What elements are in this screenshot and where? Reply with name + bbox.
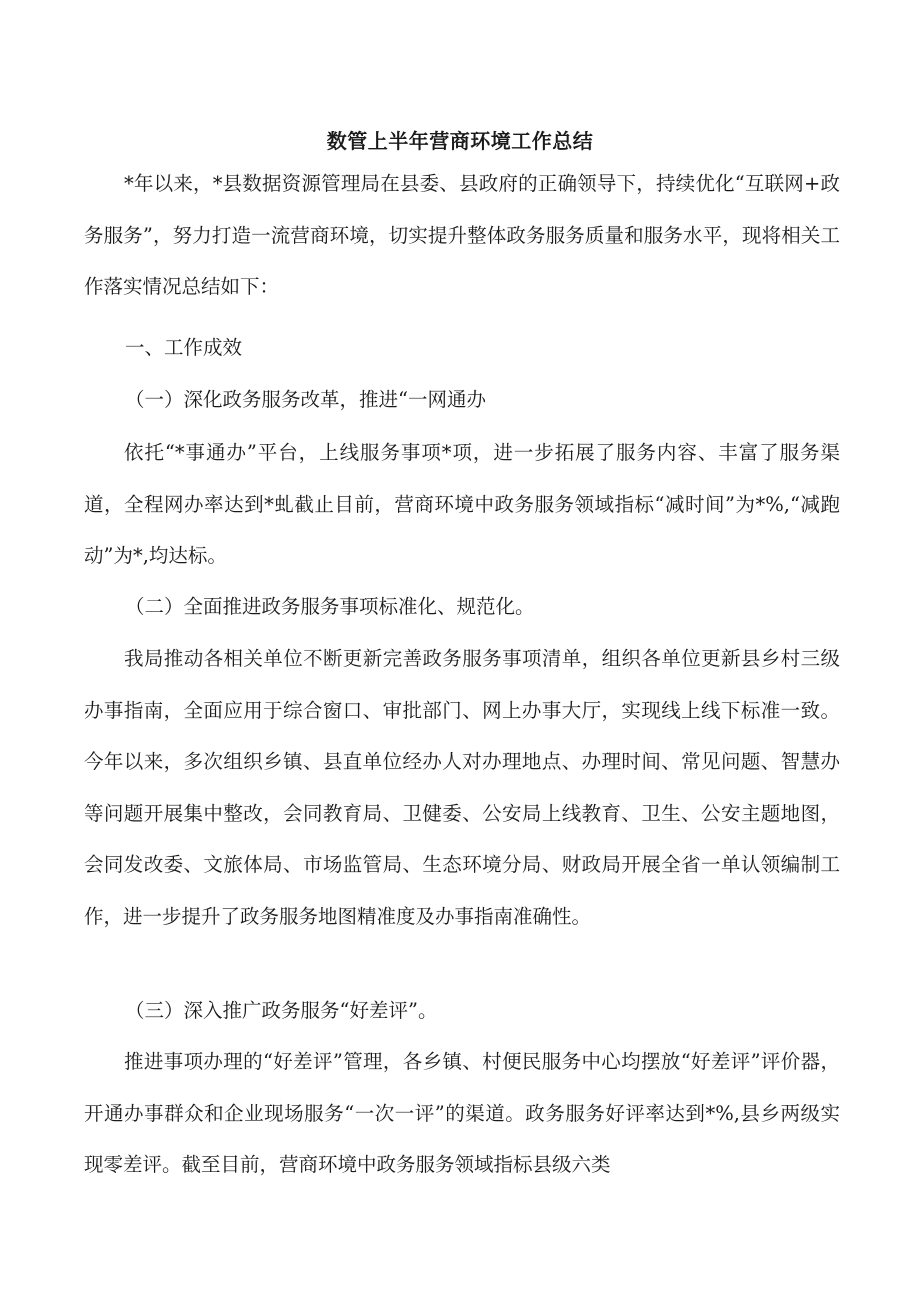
document-title: 数管上半年营商环境工作总结 (326, 129, 594, 153)
subsection-3-body: 推进事项办理的“好差评”管理，各乡镇、村便民服务中心均摆放“好差评”评价器，开通办事群众和企业现场服务“一次一评”的渠道。政务服务好评率达到*%,县乡两级实现零差评。截至目前，营商环境中政务服务领域指标县级六类 (84, 1050, 840, 1176)
subsection-1-heading: （一）深化政务服务改革，推进“一网通办 (125, 388, 486, 411)
section-1-heading: 一、工作成效 (125, 336, 243, 359)
subsection-2-heading: （二）全面推进政务服务事项标准化、规范化。 (125, 595, 535, 618)
intro-paragraph: *年以来，*县数据资源管理局在县委、县政府的正确领导下，持续优化“互联网+政务服务”，努力打造一流营商环境，切实提升整体政务服务质量和服务水平，现将相关工作落实情况总结如下： (84, 172, 840, 298)
subsection-1-body: 依托“*事通办”平台，上线服务事项*项，进一步拓展了服务内容、丰富了服务渠道，全程网办率达到*虬截止目前，营商环境中政务服务领域指标“减时间”为*%,“减跑动”为*,均达标。 (84, 441, 840, 567)
subsection-2-body: 我局推动各相关单位不断更新完善政务服务事项清单，组织各单位更新县乡村三级办事指南，全面应用于综合窗口、审批部门、网上办事大厅，实现线上线下标准一致。今年以来，多次组织乡镇、县直单位经办人对办理地点、办理时间、常见问题、智慧办等问题开展集中整改，会同教育局、卫健委、公安局上线教育、卫生、公安主题地图，会同发改委、文旅体局、市场监管局、生态环境分局、财政局开展全省一单认领编制工作，进一步提升了政务服务地图精准度及办事指南准确性。 (84, 647, 840, 928)
subsection-3-heading: （三）深入推广政务服务“好差评”。 (125, 999, 438, 1022)
